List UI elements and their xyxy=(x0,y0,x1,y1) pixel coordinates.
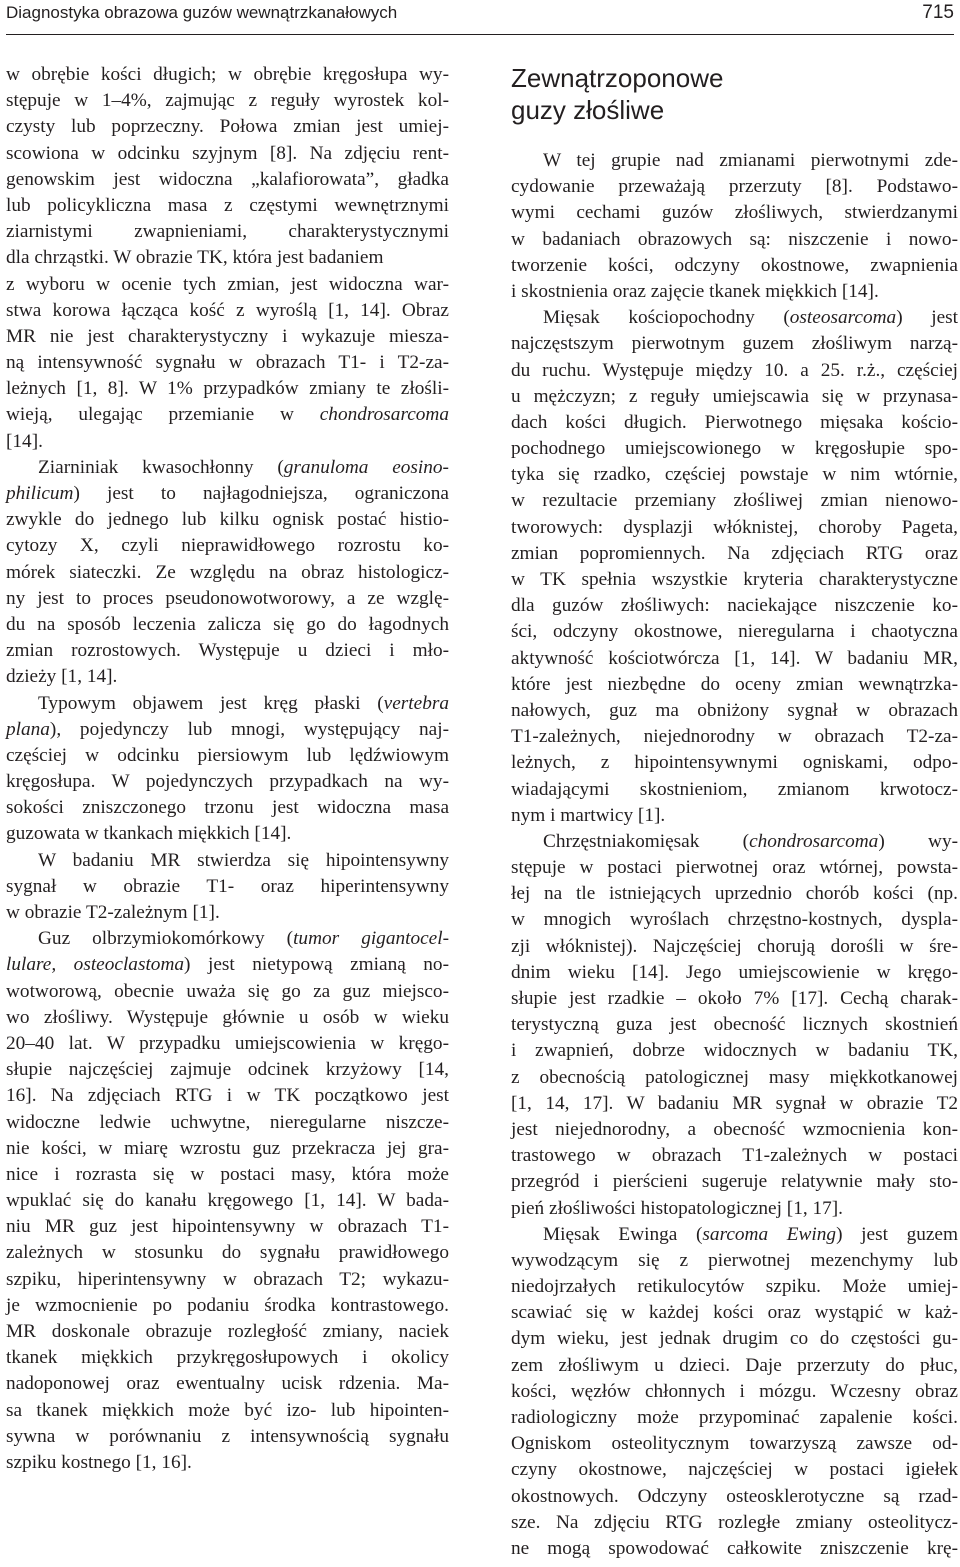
text-line: słupie najczęściej zajmuje odcinek krzyżowy [14, xyxy=(6,1059,449,1081)
text-line: sywna w porównaniu z intensywnością sygnału xyxy=(6,1425,449,1447)
text-line: [14]. xyxy=(6,430,43,452)
text-line: niedojrzałych retikulocytów szpiku. Może umiej- xyxy=(511,1276,958,1298)
text-line: mórek siateczki. Ze względu na obraz histologicz- xyxy=(6,561,449,583)
text-line: dnim wieku [14]. Jego umiejscowienie w kręgo- xyxy=(511,961,958,983)
running-title: Diagnostyka obrazowa guzów wewnątrzkanałowych xyxy=(6,3,398,22)
text-line: dla guzów złośliwych: naciekające niszczenie ko- xyxy=(511,595,958,617)
text-line: wo złośliwy. Występuje głównie u osób w wieku xyxy=(6,1006,449,1028)
text-line: ści, odczyny okostnowe, nieregularna i chaotyczna xyxy=(511,621,958,643)
text-line: nadoponowej oraz ewentualny ucisk rdzenia. Ma- xyxy=(6,1373,449,1395)
text-line: tkanek miękkich przykręgosłupowych i okolicy xyxy=(6,1347,449,1369)
text-line: i skostnienia oraz zajęcie tkanek miękkich [14]. xyxy=(511,280,879,302)
text-line: Ziarniniak kwasochłonny (granuloma eosino- xyxy=(38,456,449,478)
text-line: wiadającymi skostnieniom, zmianom krwotocz- xyxy=(511,778,958,800)
text-line: zależnych w stosunku do sygnału prawidłowego xyxy=(6,1242,449,1264)
text-line: je wzmocnienie po podaniu środka kontrastowego. xyxy=(6,1294,449,1316)
text-line: w TK spełnia wszystkie kryteria charakterystyczne xyxy=(511,569,958,590)
section-heading-line-1: Zewnątrzoponowe xyxy=(511,63,724,93)
right-text-column xyxy=(511,62,958,1562)
text-line: cydowanie przeważają przerzuty [8]. Podstawo- xyxy=(511,176,958,198)
text-line: leżnych, z hipointensywnymi ogniskami, odpo- xyxy=(511,752,958,774)
text-line: wieją, ulegając przemianie w chondrosarcoma xyxy=(6,404,449,426)
text-line: w badaniach obrazowych są: niszczenie i nowo- xyxy=(511,228,958,250)
text-line: sygnał w obrazie T1- oraz hiperintensywny xyxy=(6,875,449,897)
section-heading xyxy=(511,62,958,126)
text-line: dym wieku, jest jednak drugim co do częstości gu- xyxy=(511,1328,958,1350)
text-line: zmian rozrostowych. Występuje u dzieci i mło- xyxy=(6,640,449,662)
text-line: niu MR guz jest hipointensywny w obrazach T1- xyxy=(6,1216,449,1238)
text-line: w rezultacie przemiany złośliwej zmian nienowo- xyxy=(511,490,958,512)
text-line: sa tkanek miękkich może być izo- lub hipointen- xyxy=(6,1399,449,1421)
text-line: z wyboru w ocenie tych zmian, jest widoczna war- xyxy=(6,273,449,295)
text-line: radiologiczny może przypominać zapalenie kości. xyxy=(511,1407,958,1428)
text-line: widoczne ledwie uchwytne, nieregularne niszcze- xyxy=(6,1111,449,1133)
text-line: czyny okostnowe, najczęściej w postaci igiełek xyxy=(511,1459,958,1481)
text-line: szpiku, hiperintensywny w obrazach T2; wykazu- xyxy=(6,1268,449,1290)
text-line: terystyczną guza jest obecność licznych skostnień xyxy=(511,1014,958,1036)
text-line: tworzenie kości, odczyny okostnowe, zwapnienia xyxy=(511,254,958,276)
text-line: trastowego w obrazach T1-zależnych w postaci xyxy=(511,1145,958,1167)
text-line: dach kości długich. Pierwotnego mięsaka kościo- xyxy=(511,411,958,433)
text-line: czysty lub poprzeczny. Połowa zmian jest umiej- xyxy=(6,116,449,138)
text-line: T1-zależnych, niejednorodny w obrazach T2-za- xyxy=(511,726,958,748)
text-line: w mnogich wyroślach chrzęstno-kostnych, dyspla- xyxy=(511,909,958,931)
text-line: łej na tle istniejących uprzednio chorób kości (np. xyxy=(511,883,958,905)
text-line: które jest niezbędne do oceny zmian wewnątrzka- xyxy=(511,673,958,695)
text-line: zem złośliwym u dzieci. Daje przerzuty do płuc, xyxy=(511,1354,958,1376)
text-line: Mięsak kościopochodny (osteosarcoma) jest xyxy=(543,307,958,329)
text-line: wymi cechami guzów złośliwych, stwierdzanymi xyxy=(511,202,958,224)
text-line: nałowych, guz ma obniżony sygnał w obrazach xyxy=(511,699,958,721)
text-line: u mężczyzn; z reguły umiejscawia się w przynasa- xyxy=(511,385,958,407)
text-line: leżnych [1, 8]. W 1% przypadków zmiany te złośli- xyxy=(6,378,449,400)
text-line: Mięsak Ewinga (sarcoma Ewing) jest guzem xyxy=(543,1223,958,1245)
section-heading-line-2: guzy złośliwe xyxy=(511,95,665,125)
text-line: lub policykliczna masa z częstymi wewnętrznymi xyxy=(6,194,449,216)
text-line: i zwapnień, dobrze widocznych w badaniu TK, xyxy=(511,1040,958,1062)
text-line: szpiku kostnego [1, 16]. xyxy=(6,1451,192,1473)
text-line: najczęstszym pierwotnym guzem złośliwym narzą- xyxy=(511,333,958,355)
text-line: plana), pojedynczy lub mnogi, występujący naj- xyxy=(6,718,449,740)
text-line: słupie jest rzadkie – około 7% [17]. Cechą charak- xyxy=(511,988,958,1009)
running-header xyxy=(6,0,954,35)
text-line: du ruchu. Występuje między 10. a 25. r.ż., częściej xyxy=(511,359,958,381)
text-line: MR nie jest charakterystyczny i wykazuje miesza- xyxy=(6,325,449,347)
text-line: du na sposób leczenia zalicza się go do łagodnych xyxy=(6,613,449,635)
text-line: w obrębie kości długich; w obrębie kręgosłupa wy- xyxy=(6,64,449,85)
text-line: pochodnego umiejscowionego w kręgosłupie spo- xyxy=(511,438,958,460)
text-line: Guz olbrzymiokomórkowy (tumor gigantocel- xyxy=(38,928,449,950)
text-line: wywodzącym się z pierwotnej mezenchymy lub xyxy=(511,1249,958,1271)
text-line: sokości zniszczonego trzonu jest widoczna masa xyxy=(6,797,449,819)
text-line: z obecnością patologicznej masy miękkotkanowej xyxy=(511,1066,958,1088)
text-line: lulare, osteoclastoma) jest nietypową zmianą no- xyxy=(6,954,449,976)
text-line: aktywność kościotwórcza [1, 14]. W badaniu MR, xyxy=(511,647,958,669)
text-line: dla chrząstki. W obrazie TK, która jest badaniem xyxy=(6,247,384,269)
text-line: wotworową, obecnie uważa się go za guz miejsco- xyxy=(6,980,449,1002)
text-line: częściej w odcinku piersiowym lub lędźwiowym xyxy=(6,744,449,766)
text-line: tyka się rzadko, częściej powstaje w nim wtórnie, xyxy=(511,464,958,486)
text-line: MR doskonale obrazuje rozległość zmiany, naciek xyxy=(6,1321,449,1342)
page-number: 715 xyxy=(922,2,954,23)
text-line: nice i rozrasta się w postaci masy, która może xyxy=(6,1163,449,1185)
text-line: scowiona w odcinku szyjnym [8]. Na zdjęciu rent- xyxy=(6,142,449,164)
text-line: W badaniu MR stwierdza się hipointensywny xyxy=(38,849,449,871)
text-line: ną intensywność sygnału w obrazach T1- i T2-za- xyxy=(6,352,449,374)
text-line: zmian popromiennych. Na zdjęciach RTG oraz xyxy=(511,542,958,564)
text-line: 16]. Na zdjęciach RTG i w TK początkowo jest xyxy=(6,1085,449,1107)
text-line: przegród i pierścieni sugeruje relatywnie mały sto- xyxy=(511,1171,958,1193)
text-line: 20–40 lat. W przypadku umiejscowienia w kręgo- xyxy=(6,1032,449,1054)
text-line: Chrzęstniakomięsak (chondrosarcoma) wy- xyxy=(543,830,959,852)
text-line: scawiać się w każdej kości oraz wystąpić w każ- xyxy=(511,1302,958,1324)
text-line: okostnowych. Odczyny osteosklerotyczne są rzad- xyxy=(511,1485,958,1507)
text-line: [1, 14, 17]. W badaniu MR sygnał w obrazie T2 xyxy=(511,1092,958,1114)
left-text-column xyxy=(6,62,449,1476)
right-column-body xyxy=(511,148,958,1562)
text-line: dzieży [1, 14]. xyxy=(6,666,118,688)
text-line: stępuje w 1–4%, zajmując z reguły wyrostek kol- xyxy=(6,90,449,112)
text-line: stwa korowa łącząca kość z wyroślą [1, 14]. Obraz xyxy=(6,299,449,321)
text-line: cytozy X, czyli nieprawidłowego rozrostu ko- xyxy=(6,535,449,557)
text-line: stępuje w postaci pierwotnej oraz wtórnej, powsta- xyxy=(511,857,958,879)
text-line: kręgosłupa. W pojedynczych przypadkach na wy- xyxy=(6,771,449,793)
text-line: Ogniskom osteolitycznym towarzyszą zawsze od- xyxy=(511,1433,958,1455)
text-line: w obrazie T2-zależnym [1]. xyxy=(6,902,220,923)
text-line: ny jest to proces pseudonowotworowy, a ze wzglę- xyxy=(6,587,449,609)
text-line: ziarnistymi zwapnieniami, charakterystycznymi xyxy=(6,221,449,243)
text-line: wpuklać się do kanału kręgowego [1, 14]. W bada- xyxy=(6,1190,449,1212)
text-line: zwykle do jednego lub kilku ognisk postać histio- xyxy=(6,509,449,531)
text-line: ne mogą spowodować całkowite zniszczenie krę- xyxy=(511,1537,958,1559)
text-line: philicum) jest to najłagodniejsza, ograniczona xyxy=(6,483,449,504)
text-line: genowskim jest widoczna „kalafiorowata”, gładka xyxy=(6,168,449,190)
text-line: Typowym objawem jest kręg płaski (vertebra xyxy=(38,692,449,714)
text-line: guzowata w tkankach miękkich [14]. xyxy=(6,823,292,845)
text-line: sze. Na zdjęciu RTG rozległe zmiany osteolitycz- xyxy=(511,1511,958,1533)
text-line: nym i martwicy [1]. xyxy=(511,804,666,826)
text-line: jest niejednorodny, a obecność wzmocnienia kon- xyxy=(511,1118,958,1140)
text-line: nie kości, w miarę wzrostu guz przekracza jej gra- xyxy=(6,1137,449,1159)
text-line: kości, węzłów chłonnych i mózgu. Wczesny obraz xyxy=(511,1380,958,1402)
text-line: pień złośliwości histopatologicznej [1, 17]. xyxy=(511,1197,843,1219)
text-line: W tej grupie nad zmianami pierwotnymi zde- xyxy=(543,150,958,171)
text-line: zji włóknistej). Najczęściej chorują dorośli w śre- xyxy=(511,935,958,957)
text-line: tworowych: dysplazji włóknistej, choroby Pageta, xyxy=(511,516,958,538)
